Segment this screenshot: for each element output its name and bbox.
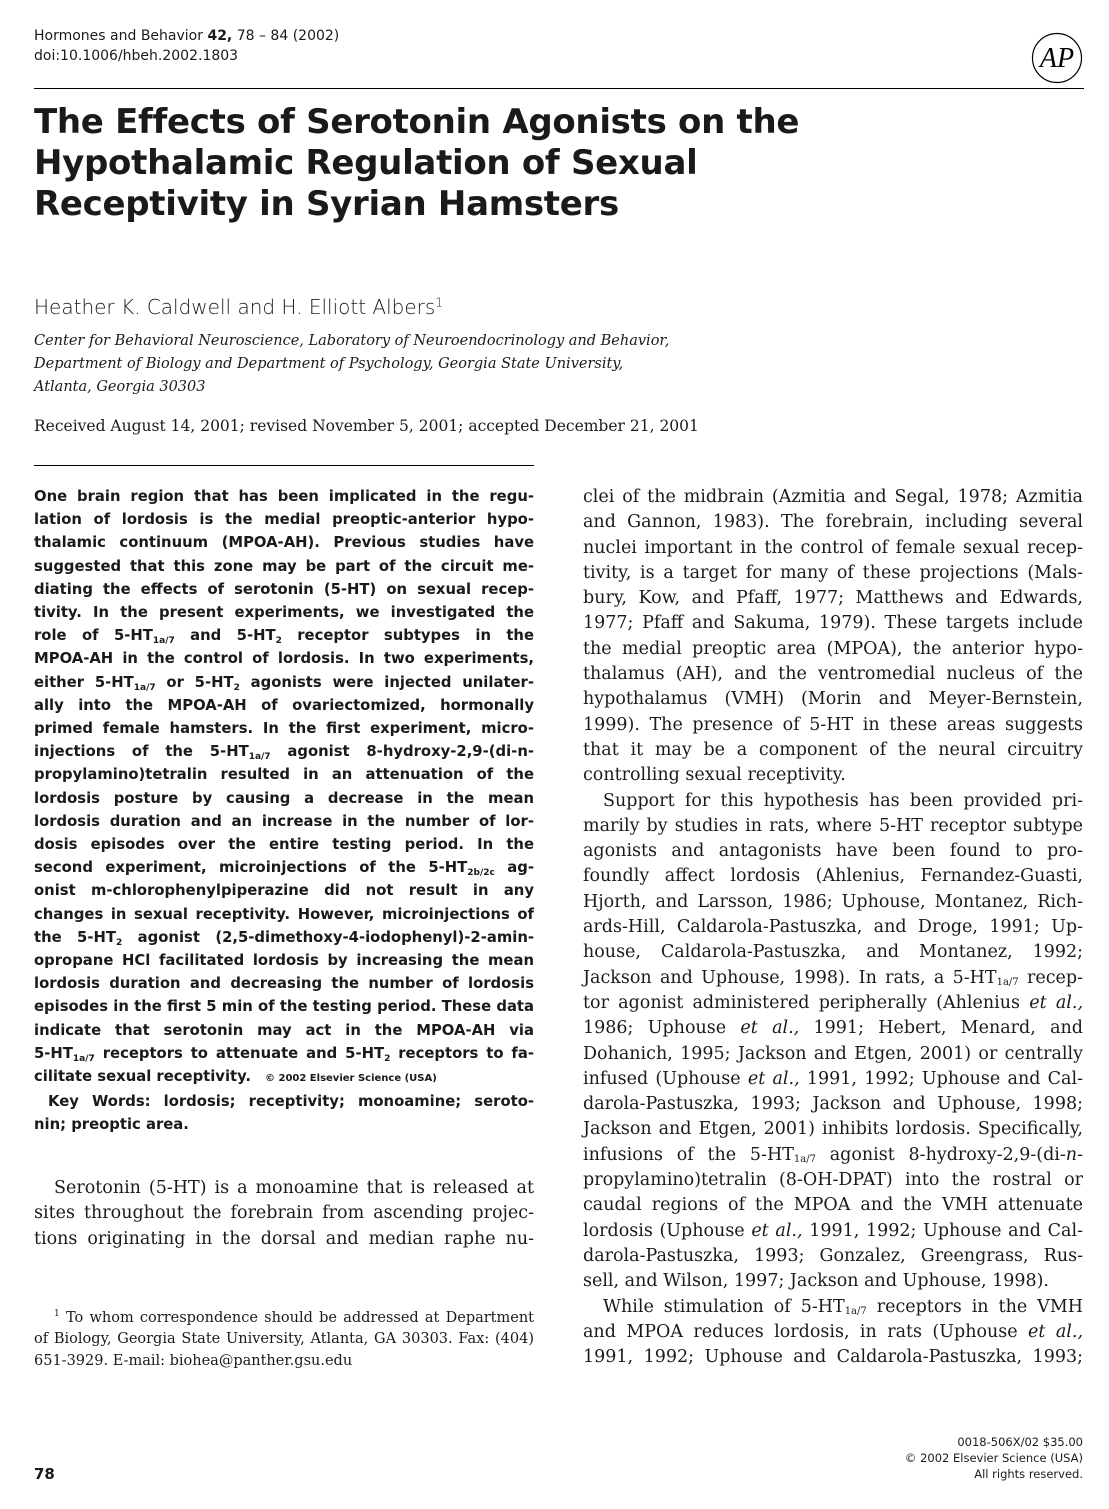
body-line xyxy=(583,1143,1083,1168)
subscript: 1a/7 xyxy=(133,682,156,693)
abstract-line: suggested that this zone may be part of the circuit me- xyxy=(34,557,534,575)
abstract-text: receptors to fa- xyxy=(390,1044,534,1062)
abstract-text: the 5-HT xyxy=(34,928,116,946)
body-text: 1986; Uphouse xyxy=(583,1018,741,1039)
subscript: 2 xyxy=(233,682,240,693)
abstract-text: agonist (2,5-dimethoxy-4-iodophenyl)-2-amin- xyxy=(122,928,534,946)
abstract-line xyxy=(34,624,534,647)
author-names: Heather K. Caldwell and H. Elliott Albers xyxy=(34,295,436,319)
body-italic: et al., xyxy=(747,1068,800,1089)
abstract-text: agonist 8-hydroxy-2,9-(di-n- xyxy=(270,743,534,761)
body-line: ards-Hill, Caldarola-Pastuszka, and Droge, 1991; Up- xyxy=(583,917,1083,938)
subscript: 2 xyxy=(115,937,123,948)
abstract-line: episodes in the first 5 min of the testing period. These data xyxy=(34,998,534,1016)
body-line: Dohanich, 1995; Jackson and Etgen, 2001) or centrally xyxy=(583,1043,1083,1064)
abstract-line: lordosis posture by causing a decrease in the mean xyxy=(34,789,534,807)
doi: doi:10.1006/hbeh.2002.1803 xyxy=(34,48,239,64)
body-text: infused (Uphouse xyxy=(583,1068,748,1089)
body-line xyxy=(583,1219,1083,1244)
title-line: The Effects of Serotonin Agonists on the xyxy=(34,102,800,142)
subscript: 1a/7 xyxy=(996,976,1019,988)
body-line: sites throughout the forebrain from ascending projec- xyxy=(34,1203,534,1224)
subscript: 1a/7 xyxy=(248,752,271,763)
subscript: 1a/7 xyxy=(72,1053,95,1064)
body-text: receptors in the VMH xyxy=(866,1296,1084,1317)
affiliation-line: Center for Behavioral Neuroscience, Laboratory of Neuroendocrinology and Behavior, xyxy=(34,333,670,349)
body-line: propylamino)tetralin (8-OH-DPAT) into the rostral or xyxy=(583,1170,1083,1191)
body-line: the medial preoptic area (MPOA), the anterior hypo- xyxy=(583,638,1083,659)
abstract-text: receptors to attenuate and 5-HT xyxy=(94,1044,385,1062)
body-line: agonists and antagonists have been found to pro- xyxy=(583,841,1083,862)
body-text: lordosis (Uphouse xyxy=(583,1220,752,1241)
body-line: that it may be a component of the neural circuitry xyxy=(583,739,1083,760)
body-text: - xyxy=(1077,1144,1083,1165)
body-line: 1977; Pfaff and Sakuma, 1979). These targets include xyxy=(583,613,1083,634)
body-line: 1999). The presence of 5-HT in these areas suggests xyxy=(583,714,1083,735)
volume: 42, xyxy=(207,28,233,44)
body-italic: et al., xyxy=(1029,992,1084,1013)
subscript: 1a/7 xyxy=(793,1153,816,1165)
pages: 78 – 84 (2002) xyxy=(232,28,340,44)
subscript: 2b/2c xyxy=(467,868,495,879)
body-text: 1991, 1992; Uphouse and Cal- xyxy=(799,1068,1083,1089)
citation-line xyxy=(34,26,339,46)
journal-header xyxy=(34,26,339,66)
body-line: tions originating in the dorsal and median raphe nu- xyxy=(34,1228,534,1249)
abstract-text: agonists were injected unilater- xyxy=(239,673,534,691)
body-text: While stimulation of 5-HT xyxy=(603,1296,845,1317)
abstract-text: or 5-HT xyxy=(155,673,234,691)
affiliation-line: Department of Biology and Department of Psychology, Georgia State University, xyxy=(34,356,624,372)
abstract-copyright: © 2002 Elsevier Science (USA) xyxy=(265,1073,437,1085)
abstract-line: thalamic continuum (MPOA-AH). Previous studies have xyxy=(34,534,534,552)
body-text: agonist 8-hydroxy-2,9-(di- xyxy=(815,1144,1066,1165)
body-text: recep- xyxy=(1018,967,1083,988)
footnote xyxy=(34,1304,534,1372)
subscript: 2 xyxy=(275,636,282,647)
subscript: 1a/7 xyxy=(152,636,175,647)
abstract-line: One brain region that has been implicated in the regu- xyxy=(34,488,534,505)
body-text: Jackson and Uphouse, 1998). In rats, a 5-HT xyxy=(583,967,997,988)
body-line: Serotonin (5-HT) is a monoamine that is released at xyxy=(54,1178,534,1198)
body-line xyxy=(583,991,1083,1016)
abstract-line xyxy=(34,740,534,763)
body-text: 1991; Hebert, Menard, and xyxy=(799,1018,1083,1039)
abstract-line xyxy=(34,671,534,694)
abstract-line xyxy=(34,1042,534,1065)
footnote-line: 651-3929. E-mail: biohea@panther.gsu.edu xyxy=(34,1352,353,1369)
abstract-line xyxy=(34,926,534,949)
body-line: sell, and Wilson, 1997; Jackson and Uphouse, 1998). xyxy=(583,1271,1049,1292)
rights-reserved: All rights reserved. xyxy=(974,1467,1083,1481)
abstract-line: lordosis duration and decreasing the number of lordosis xyxy=(34,975,534,993)
author-footnote-mark: 1 xyxy=(435,295,443,310)
abstract-divider xyxy=(34,465,534,466)
body-text: tor agonist administered peripherally (Ahlenius xyxy=(583,992,1030,1013)
issn: 0018-506X/02 $35.00 xyxy=(957,1435,1083,1449)
logo-text: AP xyxy=(1039,43,1075,74)
subscript: 2 xyxy=(384,1053,391,1064)
publisher-logo xyxy=(1031,32,1083,84)
footnote-line xyxy=(34,1304,534,1329)
body-line: Jackson and Etgen, 2001) inhibits lordosis. Specifically, xyxy=(583,1119,1083,1140)
body-line: caudal regions of the MPOA and the VMH attenuate xyxy=(583,1195,1083,1216)
header-divider xyxy=(34,88,1084,89)
body-line: marily by studies in rats, where 5-HT receptor subtype xyxy=(583,815,1083,836)
abstract-line: MPOA-AH in the control of lordosis. In two experiments, xyxy=(34,650,534,668)
subscript: 1a/7 xyxy=(844,1305,867,1317)
abstract-line: opropane HCl facilitated lordosis by increasing the mean xyxy=(34,952,534,970)
body-italic: et al., xyxy=(751,1220,803,1241)
body-line: bury, Kow, and Pfaff, 1977; Matthews and Edwards, xyxy=(583,588,1083,609)
body-line: nuclei important in the control of female sexual recep- xyxy=(583,537,1083,558)
body-line: Support for this hypothesis has been provided pri- xyxy=(603,790,1083,811)
abstract-text: role of 5-HT xyxy=(34,627,153,645)
footnote-line: of Biology, Georgia State University, Atlanta, GA 30303. Fax: (404) xyxy=(34,1331,534,1348)
abstract-text: either 5-HT xyxy=(34,673,134,691)
body-text: infusions of the 5-HT xyxy=(583,1144,794,1165)
body-line: foundly affect lordosis (Ahlenius, Fernandez-Guasti, xyxy=(583,866,1083,887)
key-words: nin; preoptic area. xyxy=(34,1116,189,1134)
abstract-line: lation of lordosis is the medial preoptic-anterior hypo- xyxy=(34,511,534,529)
body-line xyxy=(583,1320,1083,1345)
footer-copyright: © 2002 Elsevier Science (USA) xyxy=(904,1451,1083,1465)
body-line xyxy=(583,966,1083,991)
abstract-text: ag- xyxy=(494,859,534,877)
abstract-line xyxy=(34,1065,534,1090)
body-line: controlling sexual receptivity. xyxy=(583,765,846,786)
body-line: tivity, is a target for many of these projections (Mals- xyxy=(583,562,1083,583)
body-line xyxy=(583,1295,1083,1320)
abstract-text: 5-HT xyxy=(34,1044,73,1062)
body-italic: et al., xyxy=(740,1018,800,1039)
abstract xyxy=(34,485,534,1137)
article-title xyxy=(34,102,854,225)
title-line: Hypothalamic Regulation of Sexual xyxy=(34,143,698,183)
body-line xyxy=(583,1067,1083,1092)
abstract-line: onist m-chlorophenylpiperazine did not result in any xyxy=(34,882,534,900)
page-number: 78 xyxy=(34,1465,55,1483)
title-line: Receptivity in Syrian Hamsters xyxy=(34,184,619,224)
abstract-line: diating the effects of serotonin (5-HT) on sexual recep- xyxy=(34,580,534,598)
abstract-line: tivity. In the present experiments, we investigated the xyxy=(34,604,534,622)
received-dates: Received August 14, 2001; revised November 5, 2001; accepted December 21, 2001 xyxy=(34,417,699,435)
body-italic: et al., xyxy=(1028,1321,1084,1342)
body-text: and MPOA reduces lordosis, in rats (Uphouse xyxy=(583,1321,1029,1342)
body-line: thalamus (AH), and the ventromedial nucleus of the xyxy=(583,664,1083,685)
authors xyxy=(34,295,443,319)
abstract-text: receptor subtypes in the xyxy=(281,627,535,645)
abstract-line: changes in sexual receptivity. However, microinjections of xyxy=(34,905,534,923)
abstract-line: primed female hamsters. In the first experiment, micro- xyxy=(34,720,534,738)
body-line: clei of the midbrain (Azmitia and Segal, 1978; Azmitia xyxy=(583,487,1083,507)
body-line xyxy=(583,1016,1083,1041)
key-words: Key Words: lordosis; receptivity; monoamine; seroto- xyxy=(48,1093,534,1111)
body-text: 1991, 1992; Uphouse and Cal- xyxy=(802,1220,1084,1241)
abstract-text: and 5-HT xyxy=(174,627,276,645)
affiliation-line: Atlanta, Georgia 30303 xyxy=(34,379,206,395)
abstract-line xyxy=(34,856,534,879)
intro-paragraph xyxy=(34,1176,534,1252)
footnote-text: To whom correspondence should be addressed at Department xyxy=(59,1309,534,1326)
rights-block xyxy=(905,1434,1083,1482)
body-line: house, Caldarola-Pastuszka, and Montanez, 1992; xyxy=(583,942,1083,963)
body-italic: n xyxy=(1065,1144,1078,1165)
abstract-line: propylamino)tetralin resulted in an attenuation of the xyxy=(34,766,534,784)
abstract-text: injections of the 5-HT xyxy=(34,743,249,761)
body-line: and Gannon, 1983). The forebrain, including several xyxy=(583,512,1083,533)
abstract-line: ally into the MPOA-AH of ovariectomized, hormonally xyxy=(34,696,534,714)
abstract-line: lordosis duration and an increase in the number of lor- xyxy=(34,812,534,830)
right-column xyxy=(583,485,1083,1370)
journal-name: Hormones and Behavior xyxy=(34,28,208,44)
body-line: darola-Pastuszka, 1993; Gonzalez, Greengrass, Rus- xyxy=(583,1245,1083,1266)
footnote-mark: 1 xyxy=(54,1309,60,1319)
body-line: Hjorth, and Larsson, 1986; Uphouse, Montanez, Rich- xyxy=(583,891,1083,912)
body-line: darola-Pastuszka, 1993; Jackson and Uphouse, 1998; xyxy=(583,1094,1083,1115)
affiliation xyxy=(34,330,754,399)
body-line: hypothalamus (VMH) (Morin and Meyer-Bernstein, xyxy=(583,689,1083,710)
abstract-text: cilitate sexual receptivity. xyxy=(34,1068,252,1086)
abstract-line: dosis episodes over the entire testing period. In the xyxy=(34,836,534,854)
abstract-line: indicate that serotonin may act in the MPOA-AH via xyxy=(34,1021,534,1039)
body-line: 1991, 1992; Uphouse and Caldarola-Pastuszka, 1993; xyxy=(583,1347,1083,1368)
abstract-text: second experiment, microinjections of the 5-HT xyxy=(34,859,468,877)
